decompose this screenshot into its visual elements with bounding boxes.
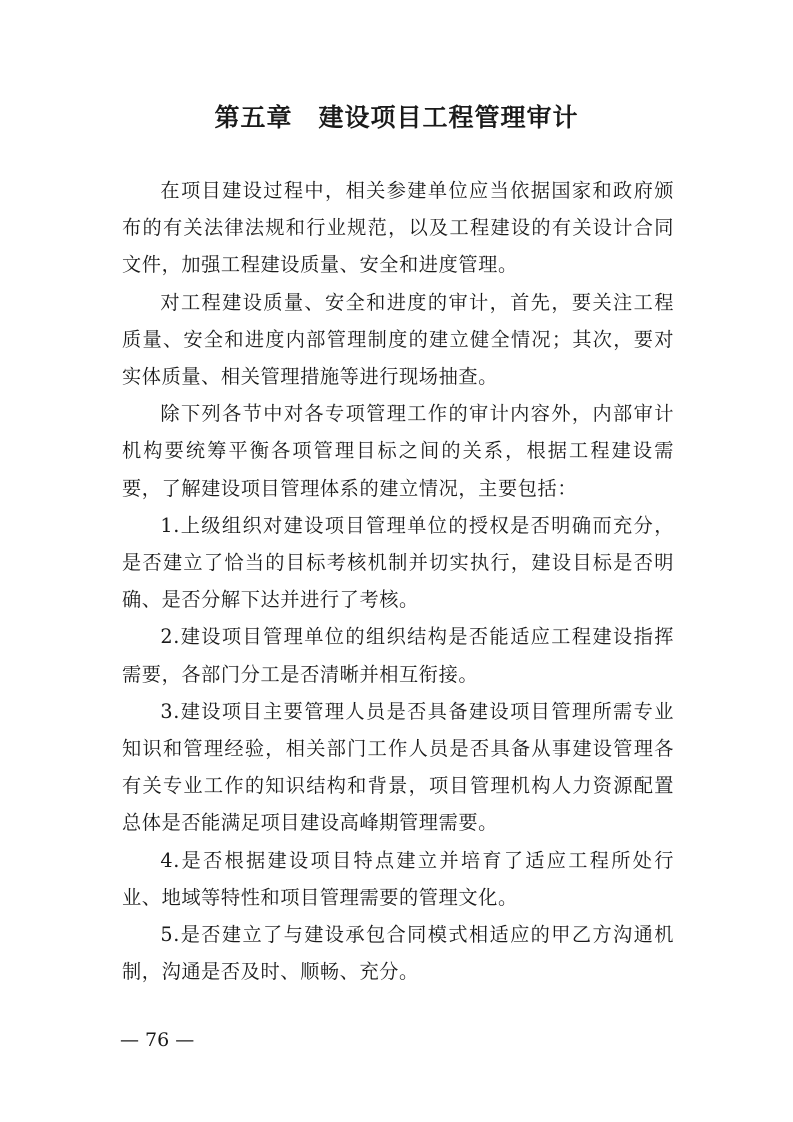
paragraph-audit-focus: 对工程建设质量、安全和进度的审计，首先，要关注工程质量、安全和进度内部管理制度的建立健全情况；其次，要对实体质量、相关管理措施等进行现场抽查。 [122,290,674,389]
paragraph-scope: 除下列各节中对各专项管理工作的审计内容外，内部审计机构要统筹平衡各项管理目标之间的关系，根据工程建设需要，了解建设项目管理体系的建立情况，主要包括： [122,402,674,500]
list-item-1: 1.上级组织对建设项目管理单位的授权是否明确而充分，是否建立了恰当的目标考核机制并切实执行，建设目标是否明确、是否分解下达并进行了考核。 [122,513,674,612]
page-number: — 76 — [120,1029,195,1051]
list-item-3: 3.建设项目主要管理人员是否具备建设项目管理所需专业知识和管理经验，相关部门工作人员是否具备从事建设管理各有关专业工作的知识结构和背景，项目管理机构人力资源配置总体是否能满足项目建设高峰期管理需要。 [122,699,674,835]
list-item-4: 4.是否根据建设项目特点建立并培育了适应工程所处行业、地域等特性和项目管理需要的管理文化。 [122,848,674,909]
body-text [122,172,674,990]
chapter-title: 第五章 建设项目工程管理审计 [214,103,579,132]
list-item-5: 5.是否建立了与建设承包合同模式相适应的甲乙方沟通机制，沟通是否及时、顺畅、充分。 [122,923,674,984]
list-item-2: 2.建设项目管理单位的组织结构是否能适应工程建设指挥需要，各部门分工是否清晰并相互衔接。 [122,625,674,686]
paragraph-intro: 在项目建设过程中，相关参建单位应当依据国家和政府颁布的有关法律法规和行业规范，以及工程建设的有关设计合同文件，加强工程建设质量、安全和进度管理。 [122,179,674,277]
